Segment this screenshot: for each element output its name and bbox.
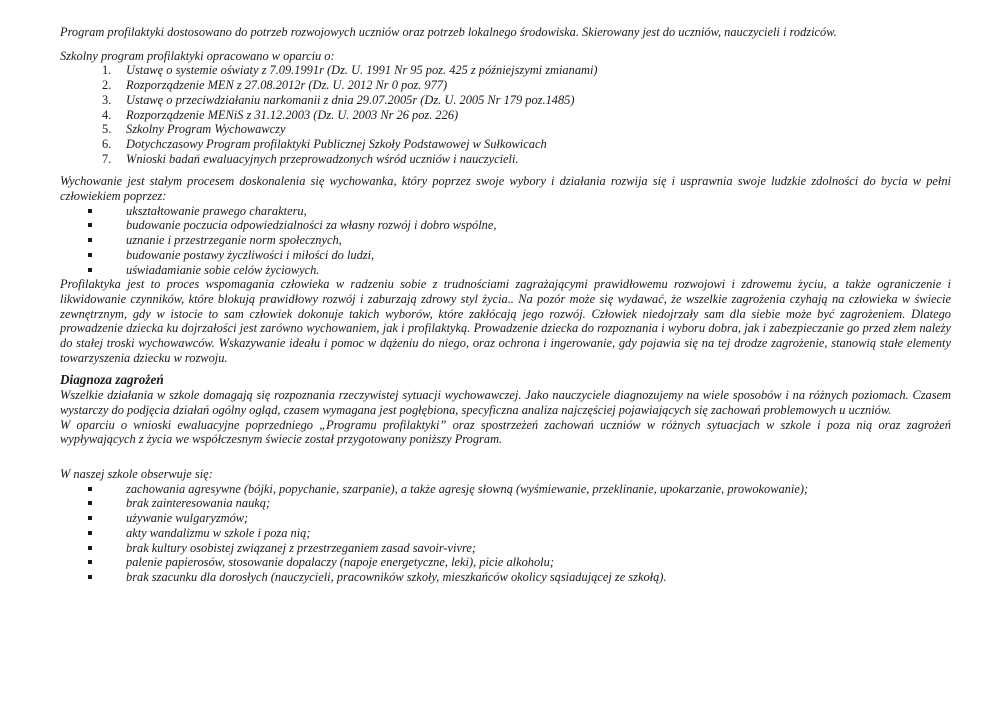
observed-list <box>60 482 951 585</box>
diagnosis-section <box>0 388 951 447</box>
bullet-icon <box>88 223 92 227</box>
bullet-icon <box>88 209 92 213</box>
list-item: 4. Rozporządzenie MENiS z 31.12.2003 (Dz. U. 2003 Nr 26 poz. 226) <box>102 107 459 122</box>
bullet-icon <box>88 575 92 579</box>
list-item: używanie wulgaryzmów; <box>60 511 951 526</box>
intro-paragraph: Program profilaktyki dostosowano do potrzeb rozwojowych uczniów oraz potrzeb lokalnego środowiska. Skierowany jest do uczniów, nauczycieli i rodziców. <box>60 25 837 39</box>
list-item: uznanie i przestrzeganie norm społecznych, <box>60 233 951 248</box>
bullet-icon <box>88 531 92 535</box>
list-item: akty wandalizmu w szkole i poza nią; <box>60 526 951 541</box>
basis-list <box>60 63 951 166</box>
list-item: 5. Szkolny Program Wychowawczy <box>102 122 286 137</box>
bullet-icon <box>88 487 92 491</box>
list-item: 2. Rozporządzenie MEN z 27.08.2012r (Dz. U. 2012 Nr 0 poz. 977) <box>102 78 448 93</box>
list-item: brak kultury osobistej związanej z przestrzeganiem zasad savoir-vivre; <box>60 541 951 556</box>
list-item: 6. Dotychczasowy Program profilaktyki Publicznej Szkoły Podstawowej w Sułkowicach <box>102 136 547 151</box>
list-item: palenie papierosów, stosowanie dopalaczy (napoje energetyczne, leki), picie alkoholu; <box>60 555 951 570</box>
bullet-icon <box>88 560 92 564</box>
list-item: budowanie postawy życzliwości i miłości do ludzi, <box>60 248 951 263</box>
bullet-icon <box>88 268 92 272</box>
diagnosis-paragraph-2: W oparciu o wnioski ewaluacyjne poprzedniego „Programu profilaktyki” oraz spostrzeżeń zachowań uczniów w różnych sytuacjach w szkole i poza nią oraz zagrożeń wypływających z życia we współczesnym świecie został przygotowany poniższy Program. <box>60 417 951 447</box>
upbringing-list <box>60 204 951 278</box>
basis-lead: Szkolny program profilaktyki opracowano w oparciu o: <box>60 48 335 63</box>
list-item: uświadamianie sobie celów życiowych. <box>60 263 951 278</box>
list-item: 7. Wnioski badań ewaluacyjnych przeprowadzonych wśród uczniów i nauczycieli. <box>102 151 519 166</box>
bullet-icon <box>88 253 92 257</box>
bullet-icon <box>88 238 92 242</box>
list-item: budowanie poczucia odpowiedzialności za własny rozwój i dobro wspólne, <box>60 218 951 233</box>
list-item: 1. Ustawę o systemie oświaty z 7.09.1991r (Dz. U. 1991 Nr 95 poz. 425 z późniejszymi zmianami) <box>102 63 598 78</box>
prevention-section <box>0 277 951 365</box>
observed-lead: W naszej szkole obserwuje się: <box>60 466 213 481</box>
list-item: brak zainteresowania nauką; <box>60 496 951 511</box>
upbringing-section <box>0 174 951 203</box>
list-item: zachowania agresywne (bójki, popychanie, szarpanie), a także agresję słowną (wyśmiewanie, przeklinanie, upokarzanie, prowokowanie); <box>60 482 951 497</box>
document-body <box>60 25 951 585</box>
bullet-icon <box>88 501 92 505</box>
list-item: ukształtowanie prawego charakteru, <box>60 204 951 219</box>
bullet-icon <box>88 546 92 550</box>
diagnosis-heading: Diagnoza zagrożeń <box>60 372 164 388</box>
upbringing-lead: Wychowanie jest stałym procesem doskonalenia się wychowanka, który poprzez swoje wybory i działania rozwija się i usprawnia swoje ludzkie zdolności do bycia w pełni człowiekiem poprzez: <box>60 174 951 204</box>
prevention-paragraph: Profilaktyka jest to proces wspomagania człowieka w radzeniu sobie z trudnościami zagrażającymi prawidłowemu rozwojowi i zdrowemu życiu, a także ograniczenie i likwidowanie czynników, które blokują prawidłowy rozwój i zaburzają zdrowy styl życia.. Na pozór może się wydawać, że wszelkie zagrożenia czyhają na człowieka w świecie zewnętrznym, gdy w istocie to sam człowiek dokonuje takich wyborów, które zakłócają jego rozwój. Człowiek niedojrzały sam dla siebie może być zagrożeniem. Dlatego prowadzenie dziecka ku dojrzałości jest zarówno wychowaniem, jak i profilaktyką. Prowadzenie dziecka do rozpoznania i wyboru dobra, jak i zabezpieczanie go przed złem należy do stałej troski wychowawców. Wskazywanie ideału i pomoc w dążeniu do niego, oraz ochrona i ingerowanie, gdy pojawia się na tej drodze zagrożenie, stanowią stałe elementy towarzyszenia dziecku w rozwoju. <box>60 277 951 365</box>
list-item: 3. Ustawę o przeciwdziałaniu narkomanii z dnia 29.07.2005r (Dz. U. 2005 Nr 179 poz.1485) <box>102 92 575 107</box>
list-item: brak szacunku dla dorosłych (nauczycieli, pracowników szkoły, mieszkańców okolicy sąsiadującej ze szkołą). <box>60 570 951 585</box>
bullet-icon <box>88 516 92 520</box>
diagnosis-paragraph-1: Wszelkie działania w szkole domagają się rozpoznania rzeczywistej sytuacji wychowawczej. Jako nauczyciele diagnozujemy na wiele sposobów i na różnych poziomach. Czasem wystarczy do podjęcia działań ogólny ogląd, czasem wymagana jest pogłębiona, specyficzna analiza najczęściej pojawiających się zachowań problemowych u uczniów. <box>60 388 951 417</box>
